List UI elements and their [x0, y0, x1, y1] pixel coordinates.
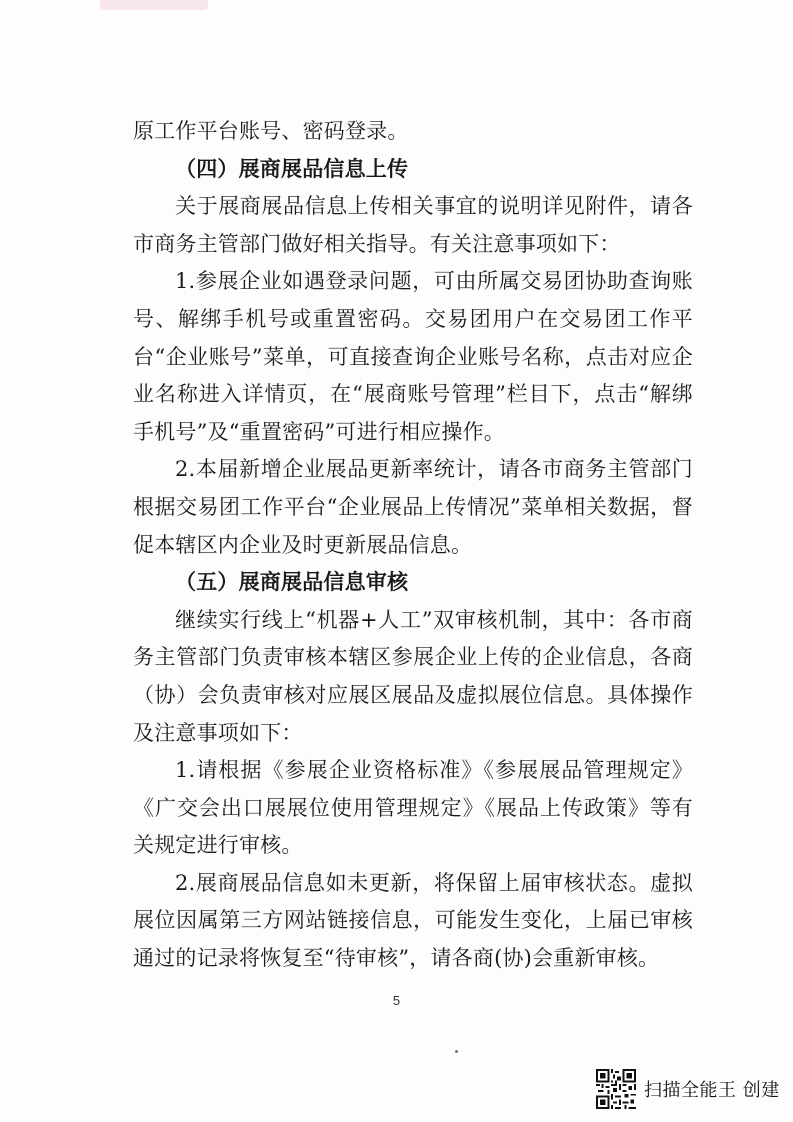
body-paragraph: 关于展商展品信息上传相关事宜的说明详见附件，请各市商务主管部门做好相关指导。有关注意事项如下：	[133, 194, 693, 256]
scan-artifact	[100, 0, 208, 10]
body-paragraph: 2.展商展品信息如未更新，将保留上届审核状态。虚拟展位因属第三方网站链接信息，可能发生变化，上届已审核通过的记录将恢复至“待审核”，请各商(协)会重新审核。	[133, 870, 693, 971]
body-paragraph: 2.本届新增企业展品更新率统计，请各市商务主管部门根据交易团工作平台“企业展品上传情况”菜单相关数据，督促本辖区内企业及时更新展品信息。	[133, 457, 693, 557]
body-paragraph: 1.请根据《参展企业资格标准》《参展展品管理规定》《广交会出口展展位使用管理规定》《展品上传政策》等有关规定进行审核。	[133, 758, 693, 858]
qr-code-icon	[596, 1069, 636, 1109]
page-number: 5	[392, 993, 401, 1008]
section-heading: （五）展商展品信息审核	[175, 570, 409, 595]
body-paragraph: 继续实行线上“机器+人工”双审核机制，其中：各市商务主管部门负责审核本辖区参展企业上传的企业信息，各商（协）会负责审核对应展区展品及虚拟展位信息。具体操作及注意事项如下：	[133, 607, 693, 745]
body-paragraph: 1.参展企业如遇登录问题，可由所属交易团协助查询账号、解绑手机号或重置密码。交易团用户在交易团工作平台“企业账号”菜单，可直接查询企业账号名称，点击对应企业名称进入详情页，在“展商账号管理”栏目下，点击“解绑手机号”及“重置密码”可进行相应操作。	[133, 269, 693, 444]
scan-speck	[455, 1050, 458, 1053]
watermark-text: 扫描全能王 创建	[644, 1080, 780, 1101]
section-heading: （四）展商展品信息上传	[175, 156, 409, 181]
body-paragraph: 原工作平台账号、密码登录。	[133, 119, 409, 143]
scanner-watermark	[596, 1067, 780, 1111]
document-body	[133, 113, 693, 978]
